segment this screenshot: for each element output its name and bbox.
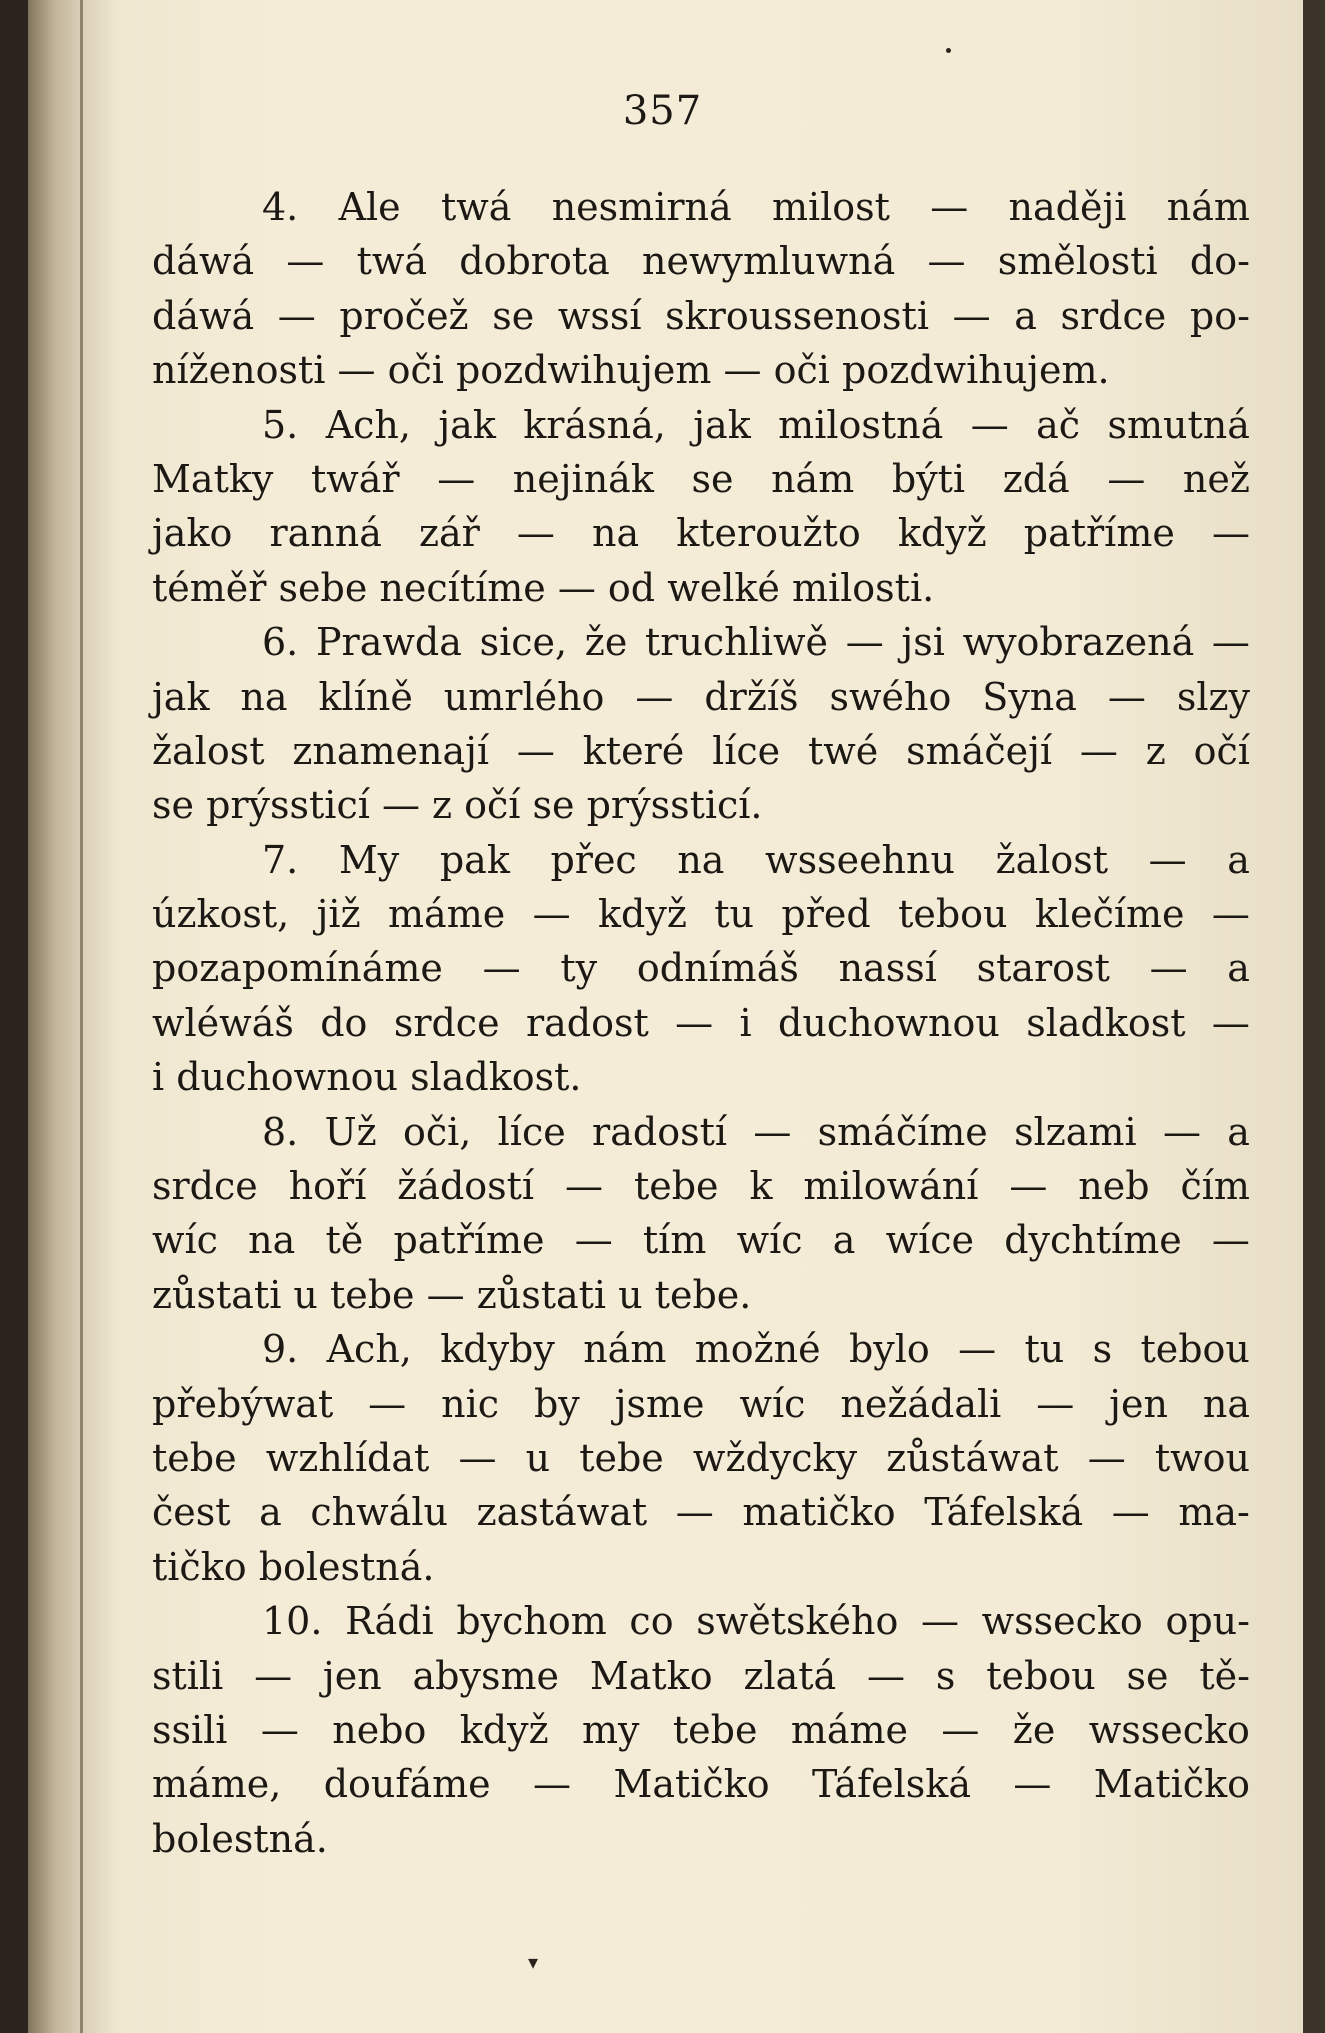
word: — xyxy=(286,239,325,284)
word: jsme xyxy=(614,1381,705,1426)
word: klíně xyxy=(318,674,413,719)
word: — xyxy=(930,185,969,229)
text-line-content: se prýssticí — z očí se prýssticí. xyxy=(152,783,763,828)
text-line xyxy=(152,1377,1250,1431)
word: co xyxy=(629,1599,674,1644)
word: máme, xyxy=(152,1762,282,1807)
word: Rádi xyxy=(345,1599,434,1644)
word: — xyxy=(1107,456,1146,501)
text-line-content: i duchownou sladkost. xyxy=(152,1055,582,1100)
word: jak xyxy=(438,402,496,447)
word: — xyxy=(1036,1381,1075,1426)
word: — xyxy=(1009,1164,1048,1209)
word: dáwá xyxy=(152,293,255,338)
word: tu xyxy=(1024,1327,1065,1372)
word: nebo xyxy=(332,1707,427,1752)
word: oči, xyxy=(402,1109,472,1154)
word: stili xyxy=(152,1653,224,1698)
word: — xyxy=(1211,1000,1250,1045)
text-line xyxy=(152,1322,1250,1376)
word: 4. xyxy=(262,185,299,229)
word: — xyxy=(1087,1435,1126,1480)
word: — xyxy=(516,511,555,556)
word: na xyxy=(248,1218,296,1263)
word: neb xyxy=(1078,1164,1150,1209)
word: kteroužto xyxy=(676,511,861,556)
word: líce xyxy=(712,728,781,773)
word: wyobrazená xyxy=(962,620,1195,665)
word: jen xyxy=(1109,1381,1168,1426)
word: smělosti xyxy=(997,239,1158,284)
word: 8. xyxy=(262,1109,299,1154)
word: smáčejí xyxy=(906,728,1053,773)
word: dobrota xyxy=(459,239,610,284)
word: wíc xyxy=(739,1381,806,1426)
word: umrlého xyxy=(443,674,605,719)
word: zastáwat xyxy=(476,1490,648,1535)
word: — xyxy=(277,293,316,338)
word: k xyxy=(749,1164,773,1209)
word: již xyxy=(316,892,361,937)
word: se xyxy=(492,293,535,338)
word: abysme xyxy=(412,1653,559,1698)
text-line xyxy=(152,996,1250,1050)
word: držíš xyxy=(704,674,799,719)
word: Prawda xyxy=(315,620,462,665)
word: jen xyxy=(322,1653,382,1698)
text-line xyxy=(152,234,1250,288)
word: milostná xyxy=(778,402,944,447)
word: a xyxy=(1014,293,1037,338)
word: tě xyxy=(325,1218,364,1263)
word: doufáme xyxy=(323,1762,491,1807)
word: srdce xyxy=(393,1000,500,1045)
word: zdá xyxy=(1002,456,1070,501)
word: twé xyxy=(807,728,879,773)
text-line xyxy=(152,561,1250,615)
word: — xyxy=(1211,1218,1250,1263)
text-line xyxy=(152,1485,1250,1539)
text-line xyxy=(152,941,1250,995)
word: skroussenosti xyxy=(665,293,929,338)
word: — xyxy=(927,239,966,284)
word: tu xyxy=(714,892,754,937)
word: jak xyxy=(152,674,210,719)
word: smáčíme xyxy=(817,1109,988,1154)
word: duchownou xyxy=(778,1000,1000,1045)
text-line xyxy=(152,670,1250,724)
hymn-text xyxy=(152,180,1250,1866)
word: že xyxy=(1012,1707,1056,1752)
word: 7. xyxy=(262,837,299,882)
word: zář xyxy=(418,511,480,556)
word: žádostí xyxy=(397,1164,535,1209)
word: nám xyxy=(1166,185,1250,229)
word: patříme xyxy=(393,1218,545,1263)
word: z xyxy=(1145,728,1166,773)
word: srdce xyxy=(1060,293,1167,338)
word: a xyxy=(1227,837,1250,882)
word: před xyxy=(781,892,871,937)
word: radost xyxy=(525,1000,649,1045)
word: po- xyxy=(1189,293,1250,338)
word: My xyxy=(338,837,400,882)
page-number: 357 xyxy=(622,88,703,134)
word: chwálu xyxy=(310,1490,448,1535)
word: — xyxy=(958,1327,997,1372)
text-line xyxy=(152,778,1250,832)
word: milost xyxy=(771,185,890,229)
word: — xyxy=(845,620,884,665)
text-line xyxy=(152,289,1250,343)
word: — xyxy=(1149,946,1188,991)
word: wíce xyxy=(885,1218,975,1263)
word: nám xyxy=(771,456,855,501)
word: do- xyxy=(1189,239,1250,284)
text-line-content: zůstati u tebe — zůstati u tebe. xyxy=(152,1272,752,1317)
word: — xyxy=(1211,620,1250,665)
word: wléwáš xyxy=(152,1000,294,1045)
word: 10. xyxy=(262,1599,323,1644)
word: wssí xyxy=(557,293,642,338)
word: — xyxy=(437,456,476,501)
text-line xyxy=(152,1649,1250,1703)
word: 5. xyxy=(262,402,299,447)
word: na xyxy=(677,837,725,882)
word: twou xyxy=(1154,1435,1250,1480)
word: a xyxy=(259,1490,282,1535)
text-line xyxy=(152,1594,1250,1648)
word: — xyxy=(1107,674,1146,719)
word: když xyxy=(897,511,987,556)
word: ty xyxy=(560,946,598,991)
word: a xyxy=(1227,946,1250,991)
word: nic xyxy=(441,1381,500,1426)
text-line xyxy=(152,1213,1250,1267)
text-line xyxy=(152,615,1250,669)
word: líce xyxy=(497,1109,566,1154)
word: Matko xyxy=(589,1653,713,1698)
word: pročež xyxy=(339,293,469,338)
word: nesmirná xyxy=(551,185,732,229)
word: — xyxy=(254,1653,293,1698)
text-line xyxy=(152,343,1250,397)
text-line-content: tičko bolestná. xyxy=(152,1544,435,1589)
word: ssili xyxy=(152,1707,228,1752)
word: wždycky xyxy=(692,1435,858,1480)
text-line xyxy=(152,1159,1250,1213)
word: bychom xyxy=(456,1599,607,1644)
word: — xyxy=(920,1599,959,1644)
word: krásná, xyxy=(523,402,666,447)
word: — xyxy=(532,892,571,937)
word: — xyxy=(1162,1109,1201,1154)
word: nám xyxy=(583,1327,667,1372)
bottom-mark: ▾ xyxy=(528,1950,539,1974)
word: Ale xyxy=(338,185,401,229)
word: nežádali xyxy=(840,1381,1002,1426)
word: možné xyxy=(694,1327,821,1372)
word: tebe xyxy=(672,1707,758,1752)
word: newymluwná xyxy=(642,239,896,284)
word: čest xyxy=(152,1490,231,1535)
word: swětského xyxy=(696,1599,899,1644)
text-line xyxy=(152,1703,1250,1757)
word: na xyxy=(1202,1381,1250,1426)
word: klečíme xyxy=(1034,892,1185,937)
word: — xyxy=(635,674,674,719)
ink-speck xyxy=(946,48,951,53)
word: s xyxy=(1092,1327,1113,1372)
text-line xyxy=(152,1540,1250,1594)
word: ač xyxy=(1036,402,1081,447)
word: — xyxy=(260,1707,299,1752)
word: slzami xyxy=(1014,1109,1137,1154)
word: zůstáwat xyxy=(886,1435,1059,1480)
word: — xyxy=(565,1164,604,1209)
word: jsi xyxy=(901,620,945,665)
word: tebe xyxy=(152,1435,237,1480)
word: i xyxy=(739,1000,752,1045)
word: wsseehnu xyxy=(765,837,955,882)
word: — xyxy=(574,1218,613,1263)
word: Ach, xyxy=(326,1327,412,1372)
text-line xyxy=(152,1812,1250,1866)
word: ma- xyxy=(1178,1490,1250,1535)
page-edge xyxy=(1303,0,1325,2033)
word: nassí xyxy=(838,946,937,991)
word: starost xyxy=(976,946,1110,991)
word: tě- xyxy=(1199,1653,1250,1698)
word: jak xyxy=(693,402,751,447)
text-line xyxy=(152,452,1250,506)
word: tebou xyxy=(986,1653,1096,1698)
word: — xyxy=(533,1762,572,1807)
word: Matičko xyxy=(613,1762,770,1807)
word: my xyxy=(581,1707,640,1752)
word: dáwá xyxy=(152,239,255,284)
word: srdce xyxy=(152,1164,258,1209)
word: hoří xyxy=(288,1164,367,1209)
word: 9. xyxy=(262,1327,299,1372)
word: když xyxy=(459,1707,549,1752)
text-line xyxy=(152,1431,1250,1485)
word: ranná xyxy=(269,511,382,556)
word: že xyxy=(584,620,628,665)
word: — xyxy=(1211,892,1250,937)
word: když xyxy=(598,892,687,937)
word: a xyxy=(1227,1109,1250,1154)
word: na xyxy=(240,674,288,719)
word: Táfelská xyxy=(812,1762,971,1807)
word: naději xyxy=(1008,185,1127,229)
word: na xyxy=(592,511,640,556)
word: — xyxy=(970,402,1009,447)
word: Syna xyxy=(982,674,1077,719)
word: čím xyxy=(1180,1164,1250,1209)
text-line xyxy=(152,180,1250,234)
word: — xyxy=(482,946,521,991)
word: zlatá xyxy=(743,1653,837,1698)
word: sice, xyxy=(479,620,568,665)
word: twá xyxy=(440,185,512,229)
word: tebe xyxy=(579,1435,664,1480)
word: radostí xyxy=(592,1109,727,1154)
word: než xyxy=(1182,456,1250,501)
word: Už xyxy=(324,1109,377,1154)
word: — xyxy=(941,1707,980,1752)
word: nejinák xyxy=(512,456,654,501)
text-line xyxy=(152,1050,1250,1104)
word: smutná xyxy=(1107,402,1250,447)
word: se xyxy=(1126,1653,1169,1698)
text-line xyxy=(152,398,1250,452)
text-line xyxy=(152,1105,1250,1159)
word: bylo xyxy=(848,1327,930,1372)
word: Matky xyxy=(152,456,274,501)
word: — xyxy=(1111,1490,1150,1535)
word: — xyxy=(1211,511,1250,556)
word: přec xyxy=(550,837,637,882)
word: — xyxy=(952,293,991,338)
word: tebe xyxy=(633,1164,719,1209)
word: wíc xyxy=(152,1218,218,1263)
word: býti xyxy=(891,456,966,501)
word: odnímáš xyxy=(636,946,799,991)
text-line xyxy=(152,1268,1250,1322)
text-line-content: níženosti — oči pozdwihujem — oči pozdwihujem. xyxy=(152,348,1110,393)
word: slzy xyxy=(1176,674,1250,719)
word: — xyxy=(1013,1762,1052,1807)
word: sladkost xyxy=(1026,1000,1186,1045)
word: wíc xyxy=(736,1218,803,1263)
word: matičko xyxy=(742,1490,896,1535)
word: do xyxy=(320,1000,368,1045)
word: očí xyxy=(1193,728,1250,773)
word: Matičko xyxy=(1093,1762,1250,1807)
word: jako xyxy=(152,511,233,556)
word: pozapomínáme xyxy=(152,946,443,991)
word: a xyxy=(832,1218,856,1263)
word: tím xyxy=(642,1218,707,1263)
word: dychtíme xyxy=(1004,1218,1182,1263)
word: pak xyxy=(439,837,510,882)
word: u xyxy=(525,1435,551,1480)
text-line xyxy=(152,506,1250,560)
word: patříme xyxy=(1023,511,1175,556)
word: úzkost, xyxy=(152,892,290,937)
text-line xyxy=(152,833,1250,887)
word: wssecko xyxy=(981,1599,1143,1644)
word: by xyxy=(533,1381,580,1426)
word: přebýwat xyxy=(152,1381,334,1426)
word: — xyxy=(1148,837,1187,882)
word: žalost xyxy=(152,728,265,773)
word: tebou xyxy=(1140,1327,1250,1372)
word: tebou xyxy=(898,892,1008,937)
word: — xyxy=(867,1653,906,1698)
word: twá xyxy=(356,239,428,284)
word: wzhlídat xyxy=(265,1435,430,1480)
word: wssecko xyxy=(1088,1707,1250,1752)
word: kdyby xyxy=(440,1327,555,1372)
word: které xyxy=(582,728,685,773)
word: s xyxy=(935,1653,956,1698)
word: — xyxy=(675,1490,714,1535)
word: Táfelská xyxy=(924,1490,1084,1535)
word: opu- xyxy=(1165,1599,1250,1644)
text-line xyxy=(152,887,1250,941)
word: — xyxy=(1079,728,1118,773)
word: — xyxy=(753,1109,792,1154)
word: žalost xyxy=(995,837,1109,882)
word: milowání xyxy=(803,1164,979,1209)
spine-shadow xyxy=(28,0,118,2033)
text-line-content: téměř sebe necítíme — od welké milosti. xyxy=(152,565,935,610)
spine-line xyxy=(80,0,83,2033)
word: twář xyxy=(310,456,400,501)
word: truchliwě xyxy=(645,620,829,665)
word: — xyxy=(458,1435,497,1480)
word: — xyxy=(675,1000,714,1045)
word: Ach, xyxy=(325,402,411,447)
word: máme xyxy=(388,892,506,937)
word: swého xyxy=(829,674,952,719)
word: znamenají xyxy=(292,728,490,773)
text-line xyxy=(152,724,1250,778)
word: 6. xyxy=(262,620,299,665)
text-line xyxy=(152,1757,1250,1811)
word: — xyxy=(368,1381,407,1426)
text-line-content: bolestná. xyxy=(152,1816,328,1861)
word: se xyxy=(691,456,734,501)
word: máme xyxy=(790,1707,909,1752)
word: — xyxy=(516,728,555,773)
